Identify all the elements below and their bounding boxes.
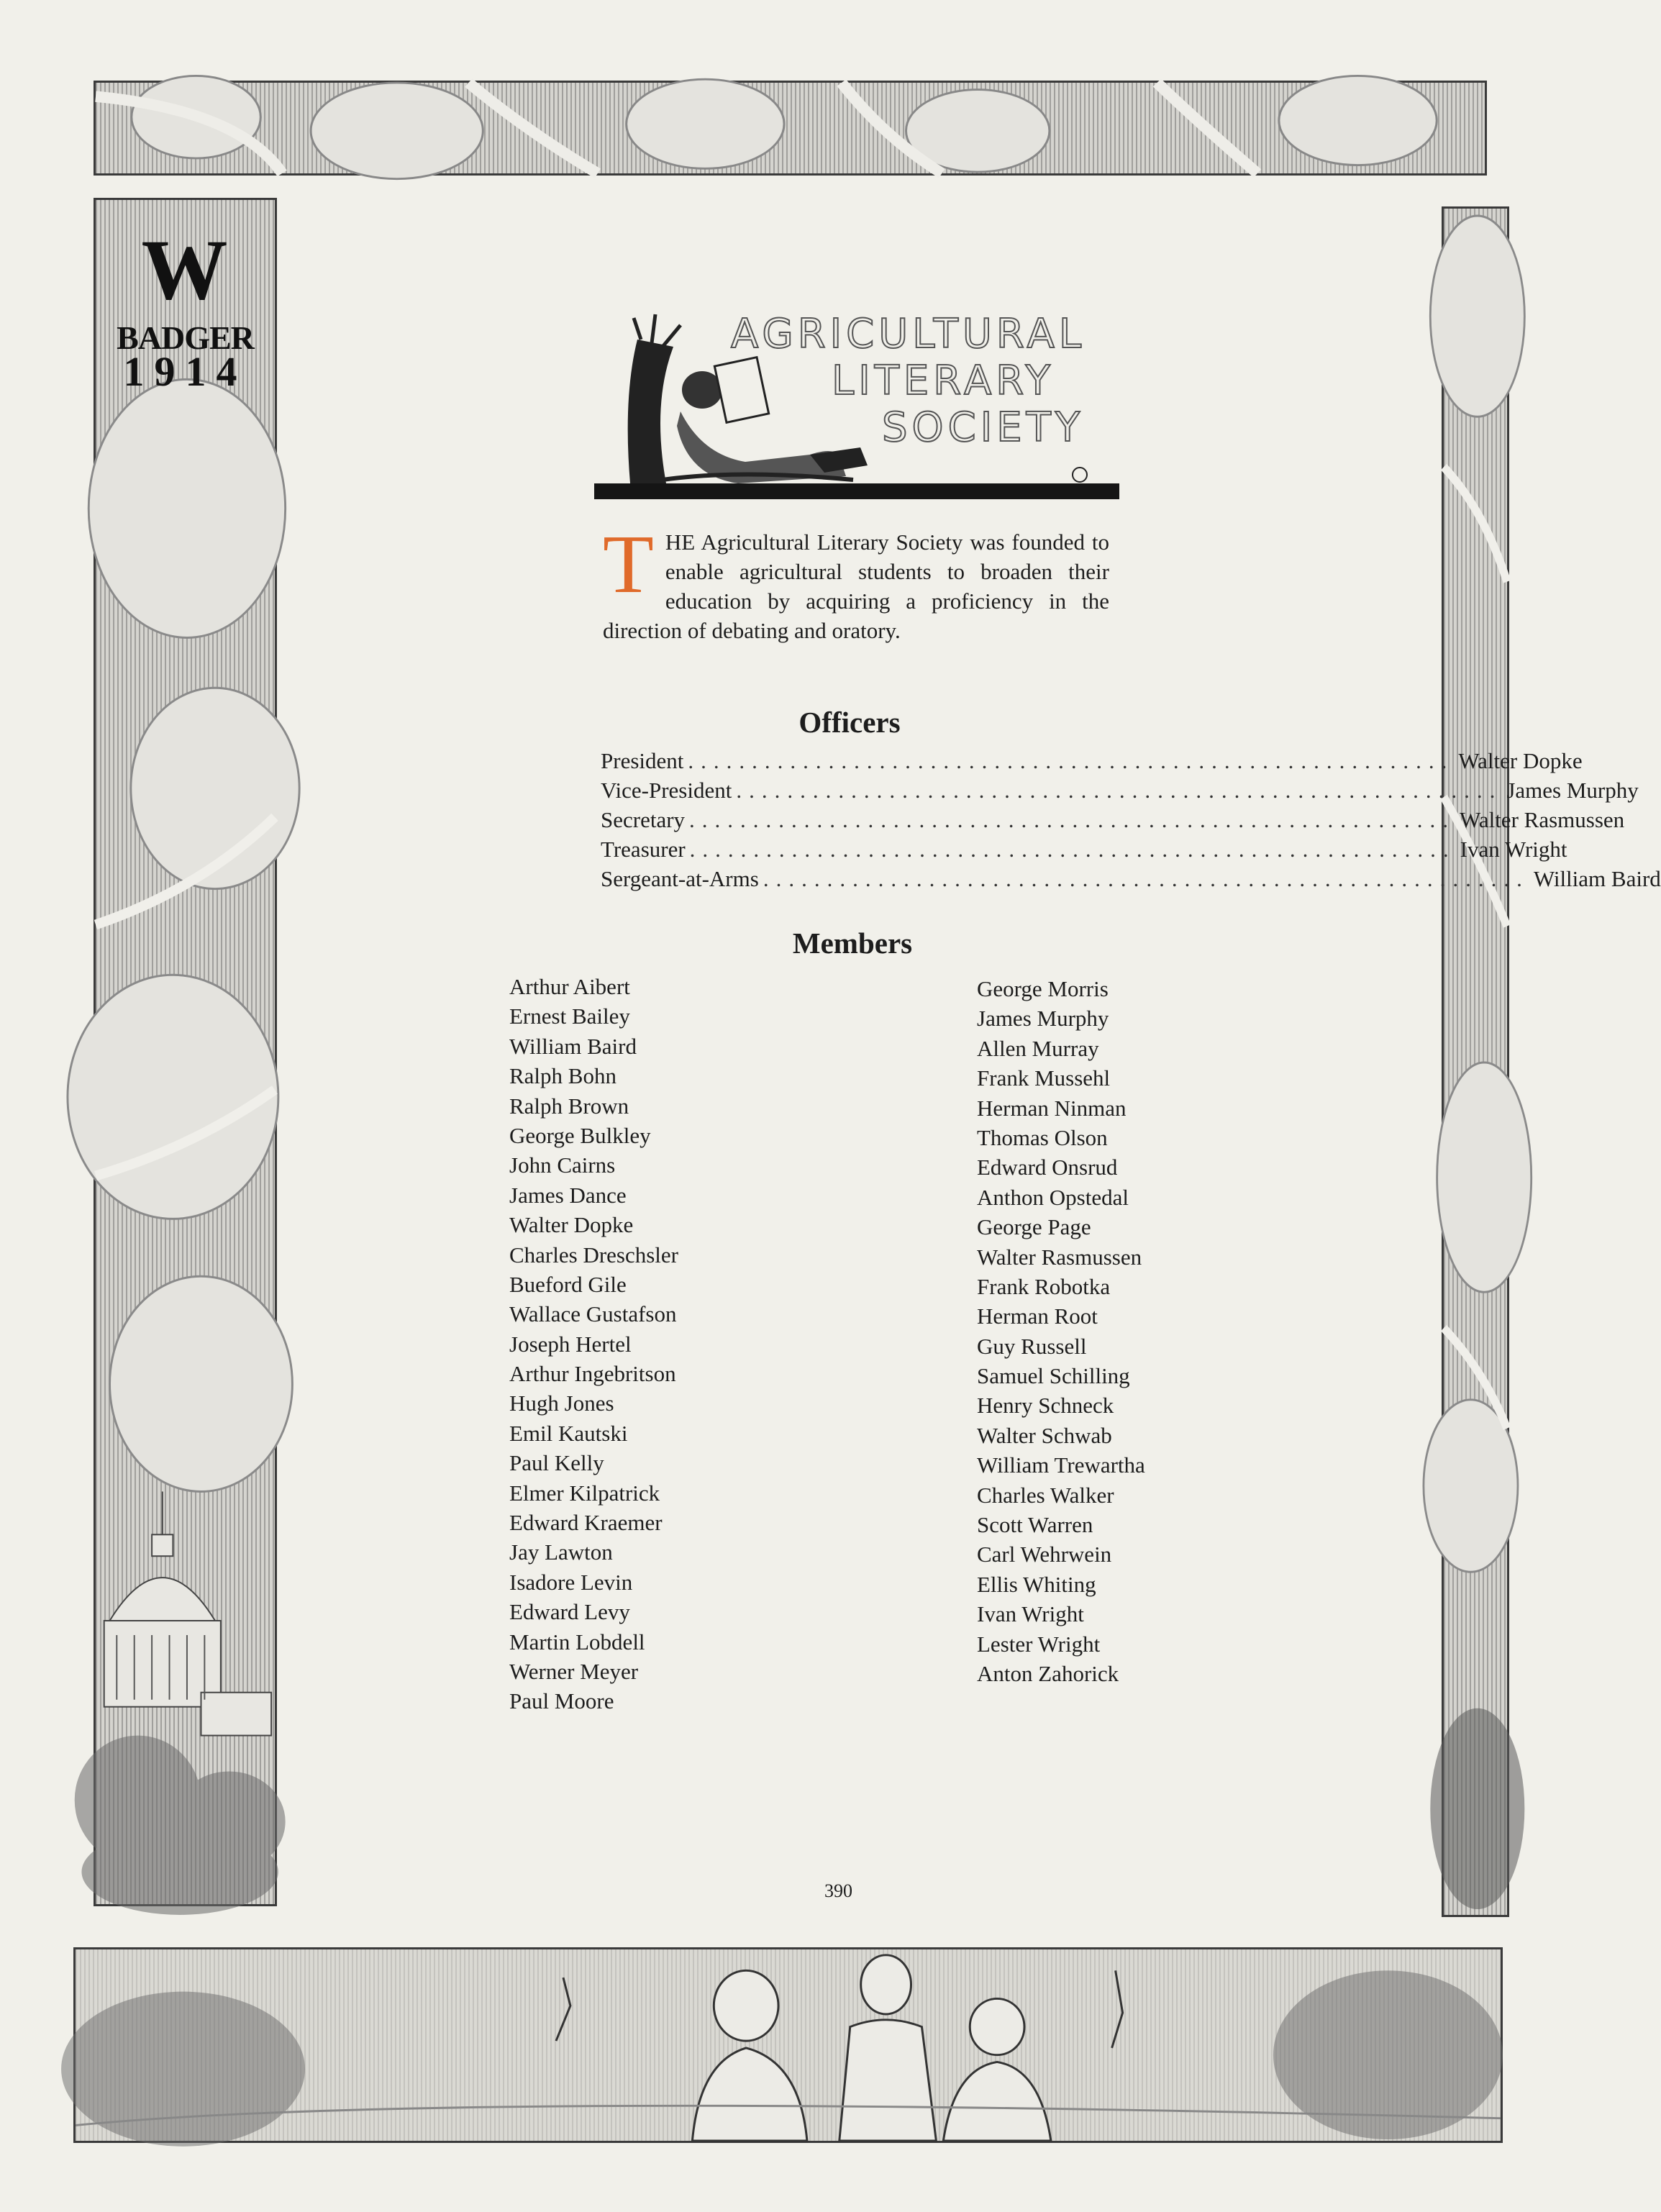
member-name: Guy Russell [977,1333,1087,1359]
member-name: Henry Schneck [977,1393,1114,1419]
officer-name: Ivan Wright [1460,837,1567,862]
member-name: Martin Lobdell [509,1629,645,1655]
member-name: Lester Wright [977,1631,1101,1657]
top-decorative-border [94,81,1487,176]
member-name: Samuel Schilling [977,1363,1130,1389]
member-name: Jay Lawton [509,1539,613,1565]
drop-cap: T [603,519,654,611]
officer-row [601,866,1661,896]
left-decorative-border [94,198,277,1906]
society-header-illustration [594,311,1119,499]
officer-title: Treasurer [601,837,686,862]
member-name: Joseph Hertel [509,1331,632,1357]
member-name: Herman Ninman [977,1095,1127,1121]
member-name: Walter Dopke [509,1212,634,1238]
badger-label: BADGER [117,319,254,356]
member-name: William Baird [509,1033,637,1059]
member-name: Paul Moore [509,1688,614,1714]
officers-heading: Officers [798,706,901,739]
member-name: Arthur Aibert [509,974,630,999]
member-name: Edward Onsrud [977,1155,1118,1180]
member-name: Ralph Bohn [509,1063,616,1089]
officers-list [601,748,1661,896]
officer-name: Walter Dopke [1458,748,1583,773]
bottom-border-artwork [76,1949,1501,2141]
member-name: Carl Wehrwein [977,1542,1112,1567]
member-name: James Dance [509,1182,627,1208]
members-left-column [509,974,678,1719]
member-name: Ralph Brown [509,1093,629,1119]
member-name: Anton Zahorick [977,1660,1119,1686]
officer-title: Vice-President [601,778,732,803]
officer-row [601,837,1567,866]
member-name: Anthon Opstedal [977,1184,1129,1210]
member-name: Paul Kelly [509,1450,604,1476]
member-name: Wallace Gustafson [509,1301,677,1327]
header-title-line-3: SOCIETY [882,404,1085,451]
member-name: Charles Walker [977,1482,1114,1508]
member-name: William Trewartha [977,1452,1145,1478]
officer-leader-dots: ............................................................ [688,748,1455,773]
member-name: Ellis Whiting [977,1571,1096,1597]
officer-row [601,807,1625,837]
w-monogram: W [141,222,229,317]
member-name: Allen Murray [977,1035,1099,1061]
member-name: Hugh Jones [509,1391,614,1416]
badger-year: 1914 [123,348,247,395]
members-right-column [977,976,1145,1690]
member-name: James Murphy [977,1006,1109,1032]
officer-row [601,778,1639,807]
member-name: Herman Root [977,1303,1098,1329]
intro-paragraph [603,519,1109,645]
officer-title: President [601,748,684,773]
members-heading: Members [792,927,913,960]
officer-leader-dots: ............................................................ [736,778,1503,803]
member-name: Ivan Wright [977,1601,1084,1627]
header-title-line-2: LITERARY [832,358,1055,404]
member-name: Charles Dreschsler [509,1242,678,1267]
member-name: Isadore Levin [509,1569,633,1595]
member-name: George Page [977,1214,1091,1240]
officer-leader-dots: ............................................................ [689,807,1456,832]
member-name: Walter Schwab [977,1422,1112,1448]
officer-row [601,748,1583,778]
member-name: George Morris [977,976,1109,1001]
member-name: Frank Mussehl [977,1065,1111,1091]
officer-name: James Murphy [1506,778,1639,803]
member-name: Frank Robotka [977,1273,1111,1299]
header-title-line-1: AGRICULTURAL [731,311,1086,358]
member-name: George Bulkley [509,1122,651,1148]
member-name: Bueford Gile [509,1271,627,1297]
officer-name: William Baird [1533,866,1661,891]
intro-text: HE Agricultural Literary Society was founded to enable agricultural students to broaden their education by acquiring a proficiency in the direction of debating and oratory. [603,529,1109,643]
member-name: Thomas Olson [977,1124,1108,1150]
member-name: Emil Kautski [509,1420,628,1446]
member-name: Walter Rasmussen [977,1244,1142,1270]
officer-leader-dots: ............................................................ [689,837,1456,862]
member-name: Werner Meyer [509,1658,639,1684]
officer-title: Secretary [601,807,686,832]
member-name: Edward Kraemer [509,1510,663,1536]
bottom-decorative-border [73,1947,1503,2143]
officer-name: Walter Rasmussen [1460,807,1625,832]
officer-title: Sergeant-at-Arms [601,866,759,891]
officer-leader-dots: ............................................................ [763,866,1529,891]
member-name: Ernest Bailey [509,1003,630,1029]
member-name: John Cairns [509,1152,616,1178]
left-border-artwork [96,200,275,1904]
page-number: 390 [824,1880,852,1901]
member-name: Arthur Ingebritson [509,1361,676,1387]
top-border-artwork [96,83,1485,173]
member-name: Scott Warren [977,1512,1093,1538]
right-border-artwork [1444,209,1507,1915]
member-name: Edward Levy [509,1599,630,1625]
right-decorative-border [1442,206,1509,1917]
member-name: Elmer Kilpatrick [509,1480,660,1506]
